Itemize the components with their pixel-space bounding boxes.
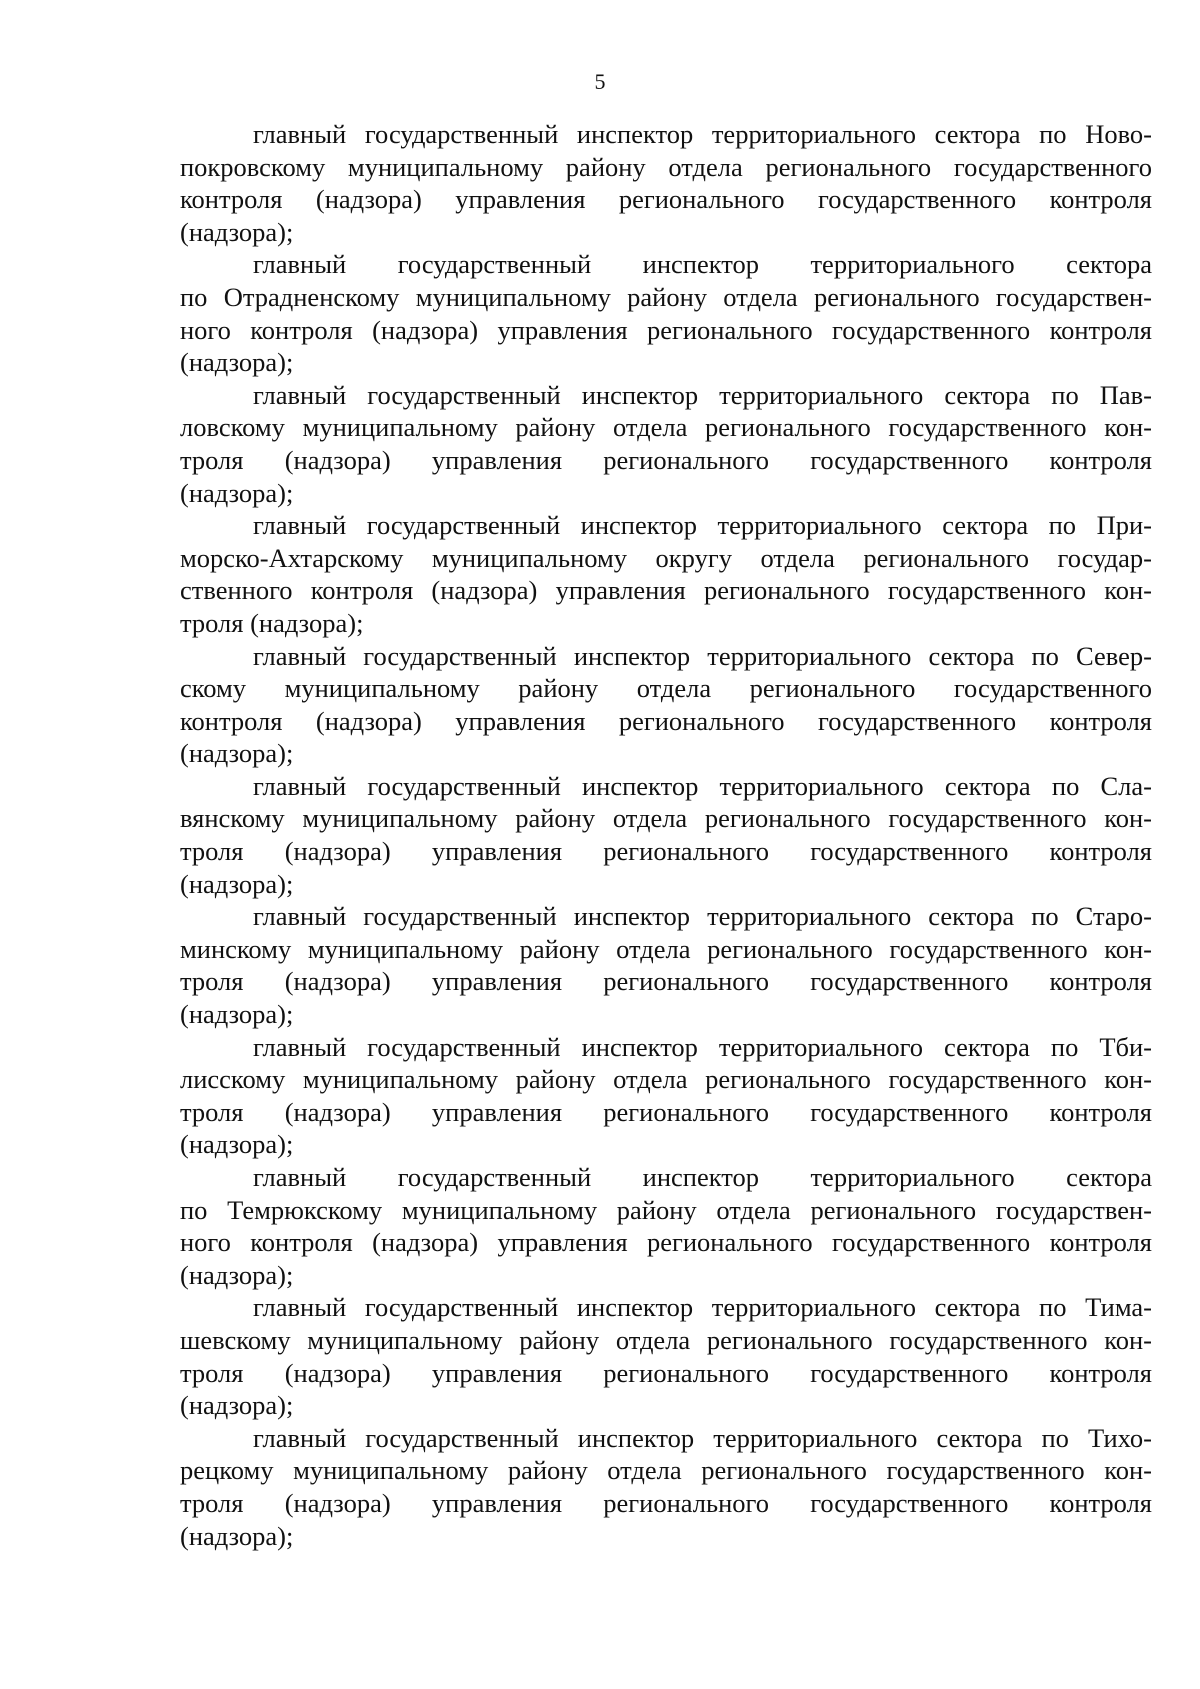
paragraph-seversky (180, 640, 1152, 770)
paragraph-line: (надзора); (180, 347, 294, 378)
paragraph-temryuksky (180, 1161, 1152, 1291)
paragraph-line: (надзора); (180, 868, 294, 899)
paragraph-line: ного контроля (надзора) управления регионального государственного контроля (180, 314, 1152, 345)
paragraph-line: по Темрюкскому муниципальному району отдела регионального государствен- (180, 1194, 1152, 1225)
paragraph-line: главный государственный инспектор территориального сектора по При- (253, 510, 1152, 541)
document-body (180, 118, 1152, 1552)
paragraph-line: скому муниципальному району отдела регионального государственного (180, 673, 1152, 704)
paragraph-line: троля (надзора) управления регионального государственного контроля (180, 444, 1152, 475)
paragraph-line: лисскому муниципальному району отдела регионального государственного кон- (180, 1064, 1152, 1095)
paragraph-line: троля (надзора) управления регионального государственного контроля (180, 1357, 1152, 1388)
paragraph-line: по Отрадненскому муниципальному району отдела регионального государствен- (180, 281, 1152, 312)
paragraph-line: троля (надзора) управления регионального государственного контроля (180, 1096, 1152, 1127)
paragraph-line: главный государственный инспектор территориального сектора по Тима- (253, 1292, 1152, 1323)
paragraph-line: главный государственный инспектор территориального сектора по Тихо- (253, 1422, 1152, 1453)
paragraph-line: (надзора); (180, 477, 294, 508)
paragraph-slavyansky (180, 770, 1152, 900)
paragraph-line: главный государственный инспектор территориального сектора по Тби- (253, 1031, 1152, 1062)
paragraph-tikhoretsky (180, 1422, 1152, 1552)
paragraph-pavlovsky (180, 379, 1152, 509)
paragraph-line: главный государственный инспектор территориального сектора по Север- (253, 640, 1152, 671)
paragraph-line: покровскому муниципальному району отдела регионального государственного (180, 151, 1152, 182)
paragraph-line: (надзора); (180, 216, 294, 247)
paragraph-line: главный государственный инспектор территориального сектора по Старо- (253, 901, 1152, 932)
paragraph-line: контроля (надзора) управления регионального государственного контроля (180, 184, 1152, 215)
paragraph-line: главный государственный инспектор территориального сектора (253, 249, 1152, 280)
paragraph-line: (надзора); (180, 1129, 294, 1160)
paragraph-line: (надзора); (180, 999, 294, 1030)
paragraph-line: ловскому муниципальному району отдела регионального государственного кон- (180, 412, 1152, 443)
paragraph-line: (надзора); (180, 738, 294, 769)
paragraph-line: главный государственный инспектор территориального сектора по Пав- (253, 379, 1152, 410)
paragraph-line: главный государственный инспектор территориального сектора по Ново- (253, 119, 1152, 149)
paragraph-timashevsky (180, 1291, 1152, 1421)
paragraph-line: (надзора); (180, 1390, 294, 1421)
paragraph-line: троля (надзора); (180, 607, 364, 638)
paragraph-line: троля (надзора) управления регионального государственного контроля (180, 836, 1152, 867)
paragraph-line: главный государственный инспектор территориального сектора по Сла- (253, 770, 1152, 801)
paragraph-primorsko-akhtarsky (180, 509, 1152, 639)
paragraph-line: (надзора); (180, 1520, 294, 1551)
paragraph-line: ного контроля (надзора) управления регионального государственного контроля (180, 1227, 1152, 1258)
paragraph-line: шевскому муниципальному району отдела регионального государственного кон- (180, 1324, 1152, 1355)
paragraph-starominsky (180, 900, 1152, 1030)
paragraph-otradnensky (180, 248, 1152, 378)
paragraph-line: вянскому муниципальному району отдела регионального государственного кон- (180, 803, 1152, 834)
paragraph-line: ственного контроля (надзора) управления регионального государственного кон- (180, 575, 1152, 606)
paragraph-line: рецкому муниципальному району отдела регионального государственного кон- (180, 1455, 1152, 1486)
paragraph-line: минскому муниципальному району отдела регионального государственного кон- (180, 933, 1152, 964)
paragraph-line: морско-Ахтарскому муниципальному округу отдела регионального государ- (180, 542, 1152, 573)
paragraph-tbilissky (180, 1031, 1152, 1161)
paragraph-line: (надзора); (180, 1259, 294, 1290)
paragraph-line: троля (надзора) управления регионального государственного контроля (180, 966, 1152, 997)
paragraph-novopokrovsky (180, 118, 1152, 248)
paragraph-line: контроля (надзора) управления регионального государственного контроля (180, 705, 1152, 736)
page-number: 5 (594, 69, 606, 94)
paragraph-line: главный государственный инспектор территориального сектора (253, 1162, 1152, 1192)
paragraph-line: троля (надзора) управления регионального государственного контроля (180, 1487, 1152, 1518)
